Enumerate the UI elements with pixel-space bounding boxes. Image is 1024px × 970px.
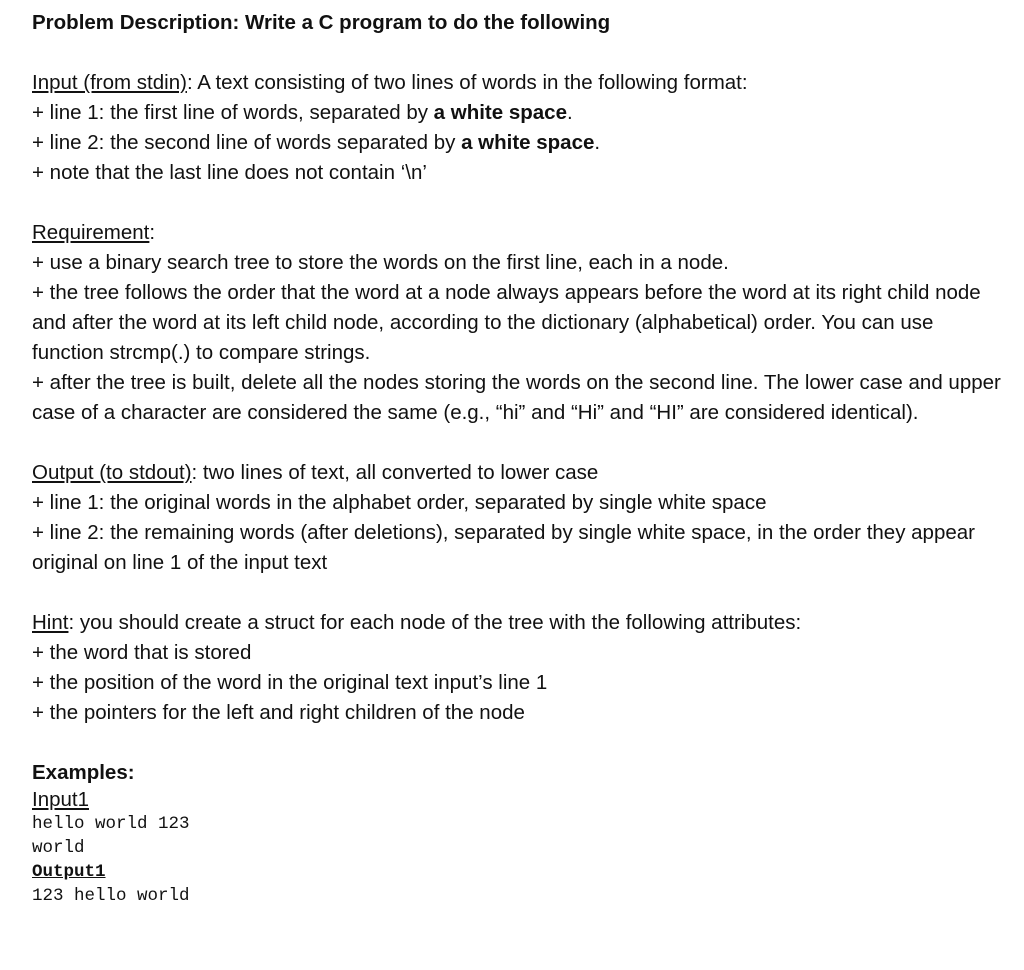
hint-item: + the word that is stored [32,641,252,664]
input-line1-rule [32,98,1002,128]
problem-title: Problem Description: Write a C program to do the following [32,11,611,34]
example-input-line: hello world 123 [32,814,190,834]
requirement-item: + the tree follows the order that the word at a node always appears before the word at its right child node and after the word at its left child node, according to the dictionary (alphabetical) order. You can use function strcmp(.) to compare strings. [32,281,981,364]
input-line2-prefix: + line 2: the second line of words separated by [32,131,462,154]
output-heading: Output (to stdout) [32,461,192,484]
input-intro [32,68,1002,98]
hint-intro [32,608,1002,638]
output-intro-text: : two lines of text, all converted to lower case [191,461,599,484]
example-output-line: 123 hello world [32,886,190,906]
example-input-line: world [32,838,85,858]
input-line2-rule [32,128,1002,158]
examples-section [32,758,1002,908]
requirement-item: + use a binary search tree to store the words on the first line, each in a node. [32,251,729,274]
input-section [32,68,1002,188]
examples-heading: Examples: [32,761,135,784]
input-line1-bold: a white space [433,101,567,124]
requirement-section [32,218,1002,428]
requirement-heading: Requirement [32,221,150,244]
input-line1-suffix: . [566,101,573,124]
requirement-heading-line [32,218,1002,248]
document [32,8,1002,908]
input-line2-suffix: . [594,131,601,154]
input-line2-bold: a white space [461,131,595,154]
hint-item: + the position of the word in the original text input’s line 1 [32,671,548,694]
output-item: + line 1: the original words in the alphabet order, separated by single white space [32,491,767,514]
input-line1-prefix: + line 1: the first line of words, separated by [32,101,434,124]
hint-section [32,608,1002,728]
hint-item: + the pointers for the left and right children of the node [32,701,525,724]
input-heading: Input (from stdin) [32,71,187,94]
example-input-label: Input1 [32,788,89,811]
requirement-colon: : [149,221,156,244]
output-intro [32,458,1002,488]
input-note: + note that the last line does not contain ‘\n’ [32,161,427,184]
hint-heading: Hint [32,611,69,634]
input-intro-text: : A text consisting of two lines of words in the following format: [186,71,748,94]
output-item: + line 2: the remaining words (after deletions), separated by single white space, in the order they appear original on line 1 of the input text [32,521,975,574]
example-output-label: Output1 [32,862,106,882]
hint-intro-text: : you should create a struct for each node of the tree with the following attributes: [68,611,802,634]
output-section [32,458,1002,578]
requirement-item: + after the tree is built, delete all the nodes storing the words on the second line. The lower case and upper case of a character are considered the same (e.g., “hi” and “Hi” and “HI” are considered identical). [32,371,1001,424]
